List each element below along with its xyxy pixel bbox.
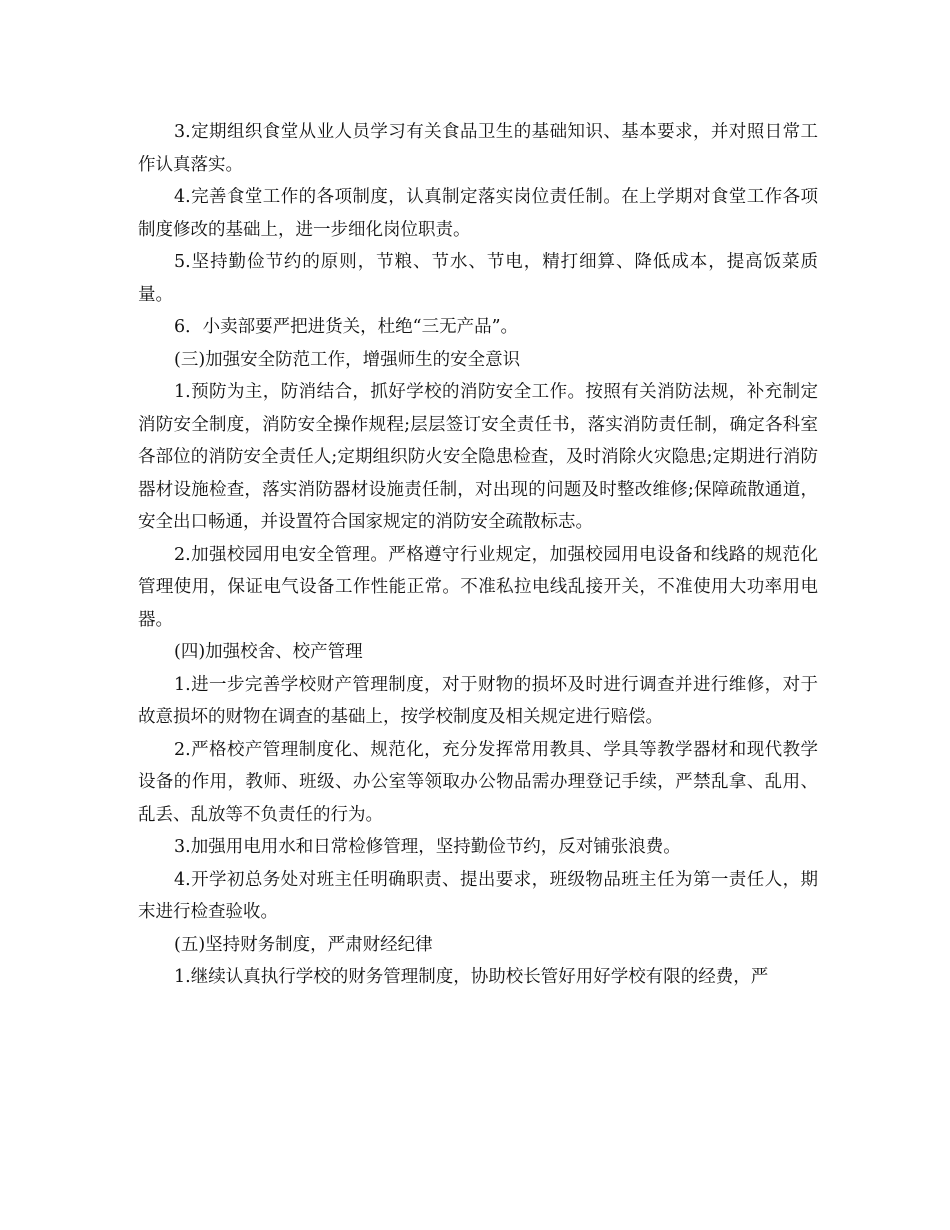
- paragraph-canteen-rules: 4.完善食堂工作的各项制度，认真制定落实岗位责任制。在上学期对食堂工作各项制度修改的基础上，进一步细化岗位职责。: [138, 187, 818, 240]
- paragraph-fire-safety: 1.预防为主，防消结合，抓好学校的消防安全工作。按照有关消防法规，补充制定消防安全制度，消防安全操作规程;层层签订安全责任书，落实消防责任制，确定各科室各部位的消防安全责任人;定期组织防火安全隐患检查，及时消除火灾隐患;定期进行消防器材设施检查，落实消防器材设施责任制，对出现的问题及时整改维修;保障疏散通道，安全出口畅通，并设置符合国家规定的消防安全疏散标志。: [138, 382, 818, 532]
- document-body: [138, 116, 818, 994]
- paragraph-finance-rules: 1.继续认真执行学校的财务管理制度，协助校长管好用好学校有限的经费，严: [174, 967, 769, 987]
- paragraph-utilities-management: 3.加强用电用水和日常检修管理，坚持勤俭节约，反对铺张浪费。: [174, 837, 681, 857]
- paragraph-property-standardization: 2.严格校产管理制度化、规范化，充分发挥常用教具、学具等教学器材和现代教学设备的作用，教师、班级、办公室等领取办公物品需办理登记手续，严禁乱拿、乱用、乱丢、乱放等不负责任的行为。: [138, 739, 818, 825]
- paragraph-electrical-safety: 2.加强校园用电安全管理。严格遵守行业规定，加强校园用电设备和线路的规范化管理使用，保证电气设备工作性能正常。不准私拉电线乱接开关，不准使用大功率用电器。: [138, 544, 818, 630]
- section-heading-finance: (五)坚持财务制度，严肃财经纪律: [174, 934, 433, 955]
- section-heading-safety: (三)加强安全防范工作，增强师生的安全意识: [174, 349, 521, 370]
- paragraph-property-rules: 1.进一步完善学校财产管理制度，对于财物的损坏及时进行调查并进行维修，对于故意损坏的财物在调查的基础上，按学校制度及相关规定进行赔偿。: [138, 674, 818, 727]
- paragraph-shop-purchasing: 6．小卖部要严把进货关，杜绝“三无产品”。: [174, 317, 519, 337]
- paragraph-canteen-thrift: 5.坚持勤俭节约的原则，节粮、节水、节电，精打细算、降低成本，提高饭菜质量。: [138, 252, 818, 305]
- section-heading-property: (四)加强校舍、校产管理: [174, 642, 363, 662]
- paragraph-class-responsibility: 4.开学初总务处对班主任明确职责、提出要求，班级物品班主任为第一责任人，期末进行检查验收。: [138, 869, 818, 922]
- paragraph-canteen-training: 3.定期组织食堂从业人员学习有关食品卫生的基础知识、基本要求，并对照日常工作认真落实。: [138, 122, 818, 175]
